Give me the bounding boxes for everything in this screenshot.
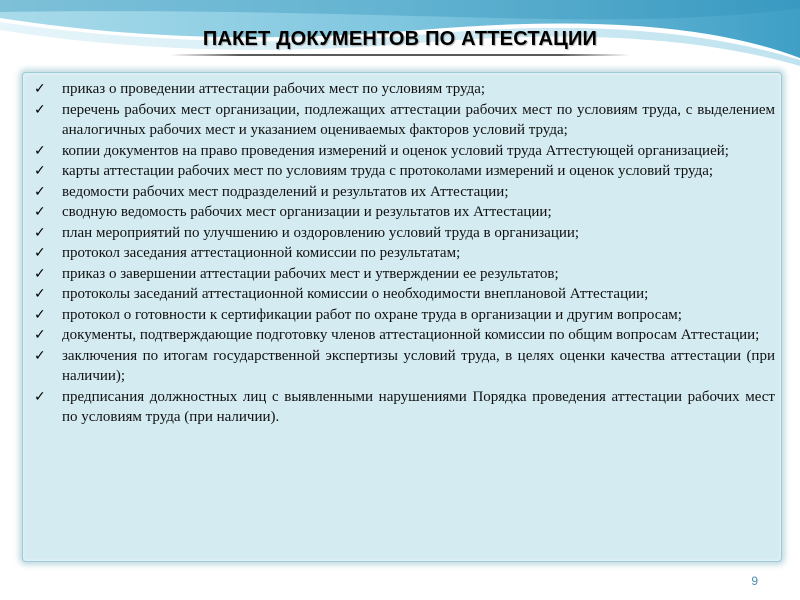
list-item-text: приказ о проведении аттестации рабочих мест по условиям труда;: [62, 81, 486, 97]
list-item-text: протокол заседания аттестационной комиссии по результатам;: [62, 245, 461, 261]
list-item: [30, 141, 775, 162]
slide-title: ПАКЕТ ДОКУМЕНТОВ ПО АТТЕСТАЦИИ: [202, 28, 598, 50]
list-item-text: протоколы заседаний аттестационной комиссии о необходимости внеплановой Аттестации;: [62, 286, 649, 302]
checkmark-icon: ✓: [34, 224, 46, 241]
list-item-text: приказ о завершении аттестации рабочих мест и утверждении ее результатов;: [62, 265, 559, 282]
list-item-text: план мероприятий по улучшению и оздоровлению условий труда в организации;: [62, 224, 580, 241]
list-item: [30, 100, 775, 141]
checkmark-icon: ✓: [34, 101, 46, 118]
page-number: 9: [751, 574, 758, 588]
checkmark-icon: ✓: [34, 81, 46, 97]
list-item: [30, 243, 775, 264]
list-item: [30, 202, 775, 223]
list-item: [30, 79, 775, 100]
list-item: [30, 325, 775, 346]
list-item-text: предписания должностных лиц с выявленными нарушениями Порядка проведения аттестации рабочих мест по условиям труда (при наличии).: [62, 388, 775, 425]
checkmark-icon: ✓: [34, 388, 46, 405]
checkmark-icon: ✓: [34, 327, 46, 343]
list-item: [30, 223, 775, 244]
list-item-text: копии документов на право проведения измерений и оценок условий труда Аттестующей организацией;: [62, 142, 729, 159]
checkmark-icon: ✓: [34, 183, 46, 200]
list-item: [30, 182, 775, 203]
list-item: [30, 284, 775, 305]
checkmark-icon: ✓: [34, 142, 46, 159]
list-item-text: заключения по итогам государственной экспертизы условий труда, в целях оценки качества аттестации (при наличии);: [62, 347, 775, 384]
list-item: [30, 387, 775, 428]
list-item: [30, 305, 775, 326]
checkmark-icon: ✓: [34, 347, 46, 364]
list-item-text: карты аттестации рабочих мест по условиям труда с протоколами измерений и оценок условий труда;: [62, 163, 714, 179]
list-item: [30, 161, 775, 182]
list-item-text: сводную ведомость рабочих мест организации и результатов их Аттестации;: [62, 204, 552, 220]
checkmark-icon: ✓: [34, 286, 46, 302]
title-underline: [170, 54, 630, 56]
checkmark-icon: ✓: [34, 163, 46, 179]
list-item-text: документы, подтверждающие подготовку членов аттестационной комиссии по общим вопросам Аттестации;: [62, 327, 760, 343]
checkmark-icon: ✓: [34, 265, 46, 282]
list-item: [30, 264, 775, 285]
document-list: [30, 79, 775, 428]
list-item-text: перечень рабочих мест организации, подлежащих аттестации рабочих мест по условиям труда, с выделением аналогичных рабочих мест и указанием оцениваемых факторов условий труда;: [62, 101, 775, 138]
list-item-text: протокол о готовности к сертификации работ по охране труда в организации и другим вопросам;: [62, 306, 682, 323]
checkmark-icon: ✓: [34, 306, 46, 323]
checkmark-icon: ✓: [34, 245, 46, 261]
list-item: [30, 346, 775, 387]
list-item-text: ведомости рабочих мест подразделений и результатов их Аттестации;: [62, 183, 509, 200]
checkmark-icon: ✓: [34, 204, 46, 220]
